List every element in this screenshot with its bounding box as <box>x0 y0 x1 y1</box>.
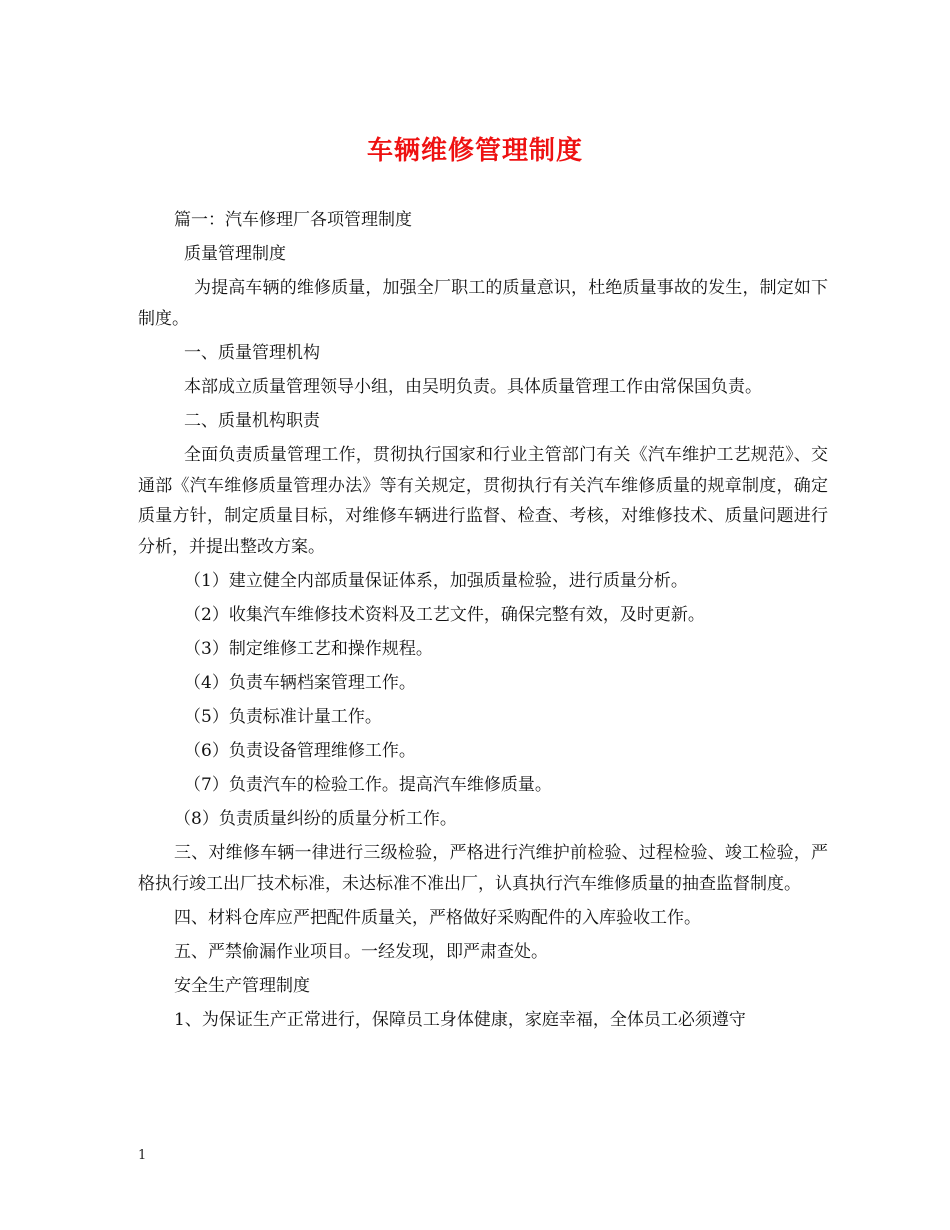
paragraph: 四、材料仓库应严把配件质量关，严格做好采购配件的入库验收工作。 <box>174 908 701 928</box>
list-item: （8）负责质量纠纷的质量分析工作。 <box>174 809 457 829</box>
subsection-heading: 质量管理制度 <box>184 244 286 264</box>
list-item: （5）负责标准计量工作。 <box>184 707 382 727</box>
list-item: （2）收集汽车维修技术资料及工艺文件，确保完整有效，及时更新。 <box>184 605 705 625</box>
item-heading: 二、质量机构职责 <box>184 411 320 431</box>
document-body <box>138 205 828 1039</box>
paragraph: 五、严禁偷漏作业项目。一经发现，即严肃查处。 <box>174 942 548 962</box>
section-heading: 篇一：汽车修理厂各项管理制度 <box>174 210 412 230</box>
paragraph: 1、为保证生产正常进行，保障员工身体健康，家庭幸福，全体员工必须遵守 <box>174 1010 746 1030</box>
paragraph: 本部成立质量管理领导小组，由吴明负责。具体质量管理工作由常保国负责。 <box>184 377 762 397</box>
list-item: （3）制定维修工艺和操作规程。 <box>184 639 433 659</box>
item-heading: 一、质量管理机构 <box>184 343 320 363</box>
document-title: 车辆维修管理制度 <box>366 136 583 166</box>
list-item: （7）负责汽车的检验工作。提高汽车维修质量。 <box>184 775 552 795</box>
list-item: （4）负责车辆档案管理工作。 <box>184 673 416 693</box>
subsection-heading: 安全生产管理制度 <box>174 976 310 996</box>
list-item: （1）建立健全内部质量保证体系，加强质量检验，进行质量分析。 <box>184 571 688 591</box>
paragraph: 全面负责质量管理工作，贯彻执行国家和行业主管部门有关《汽车维护工艺规范》、交通部《汽车维修质量管理办法》等有关规定，贯彻执行有关汽车维修质量的规章制度，确定质量方针，制定质量目标，对维修车辆进行监督、检查、考核，对维修技术、质量问题进行分析，并提出整改方案。 <box>138 445 828 557</box>
paragraph: 三、对维修车辆一律进行三级检验，严格进行汽维护前检验、过程检验、竣工检验，严格执行竣工出厂技术标准，未达标准不准出厂，认真执行汽车维修质量的抽查监督制度。 <box>138 843 828 894</box>
paragraph: 为提高车辆的维修质量，加强全厂职工的质量意识，杜绝质量事故的发生，制定如下制度。 <box>138 278 828 329</box>
page-number: 1 <box>138 1148 147 1163</box>
list-item: （6）负责设备管理维修工作。 <box>184 741 416 761</box>
